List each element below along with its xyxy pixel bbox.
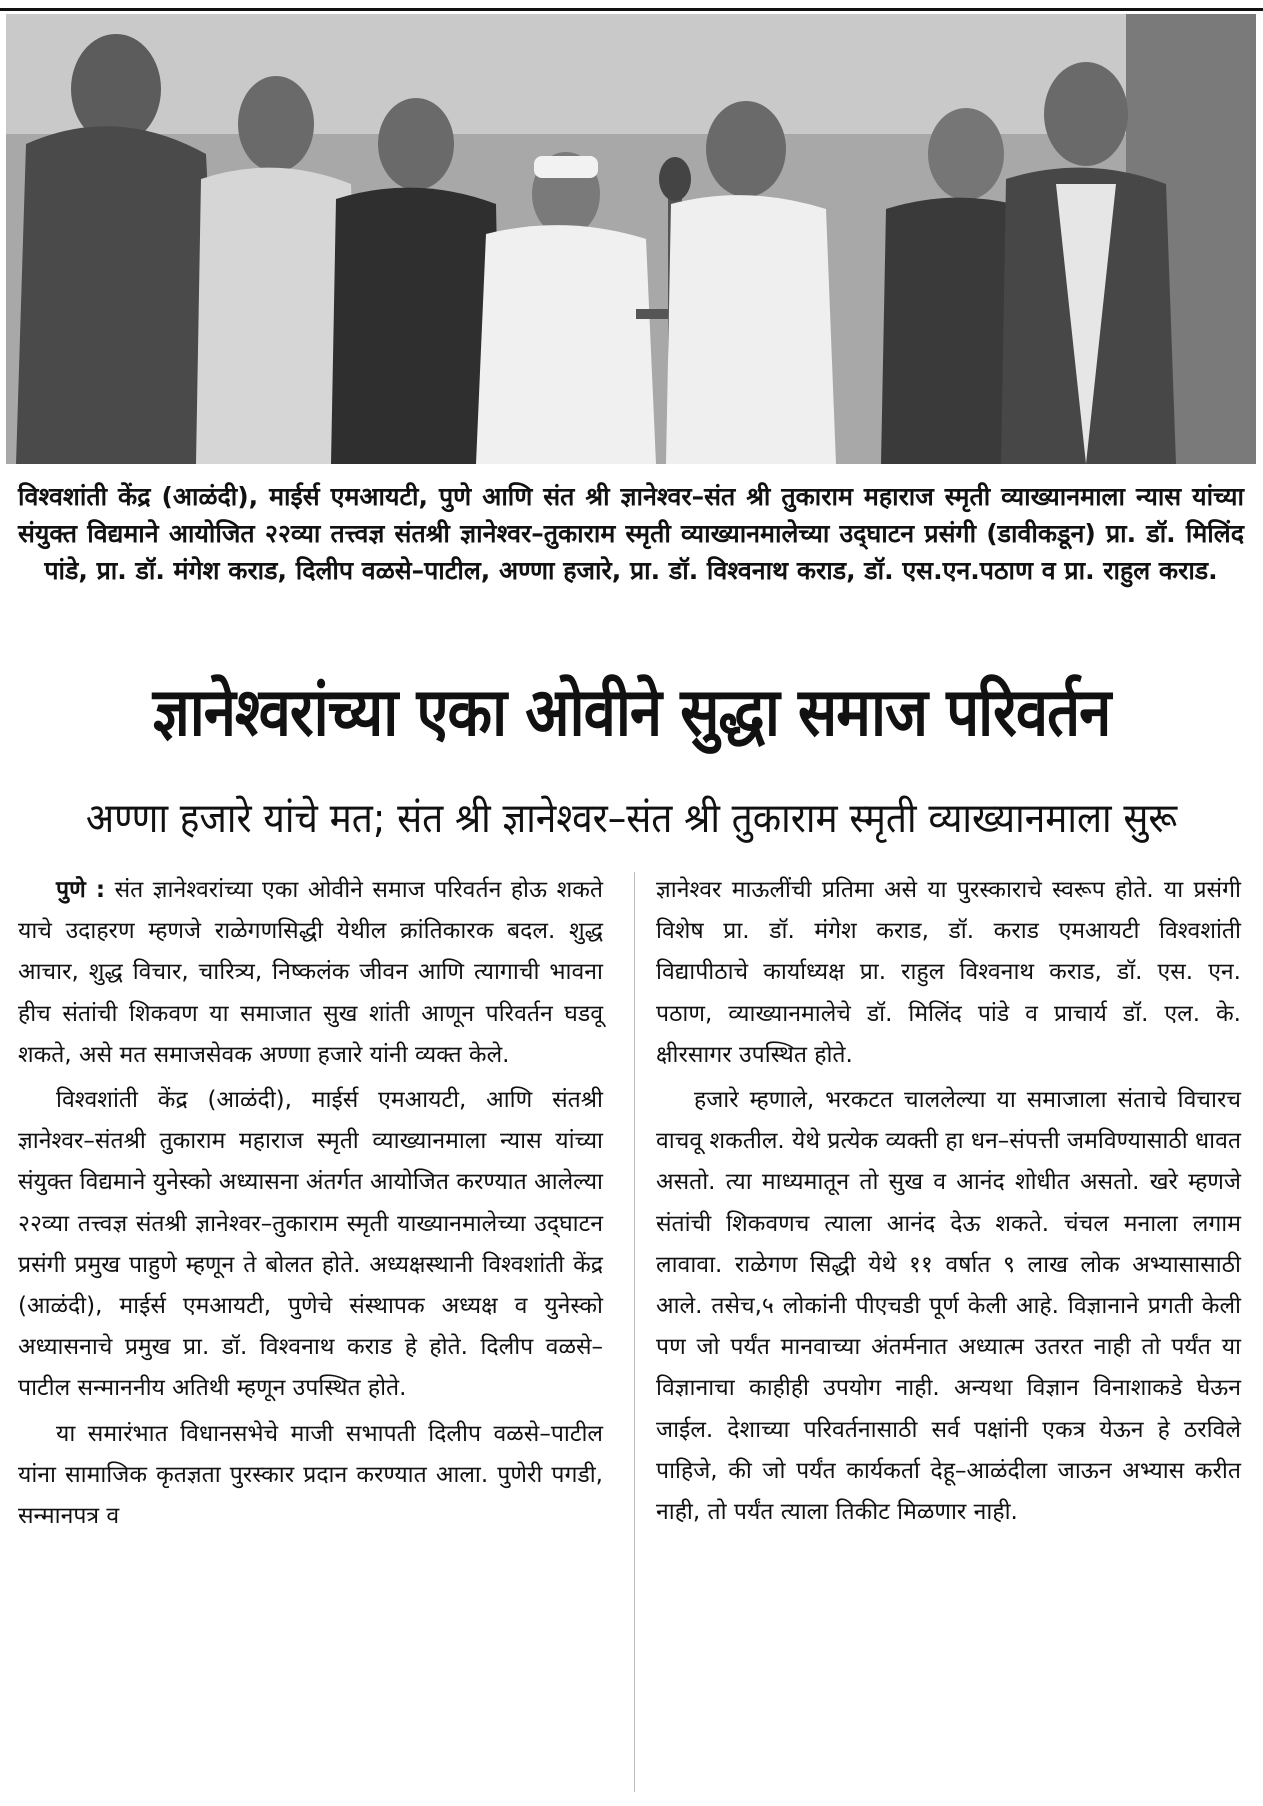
paragraph-text: संत ज्ञानेश्वरांच्या एका ओवीने समाज परिवर्तन होऊ शकते याचे उदाहरण म्हणजे राळेगणसिद्धी येथील क्रांतिकारक बदल. शुद्ध आचार, शुद्ध विचार, चारित्र्य, निष्कलंक जीवन आणि त्यागाची भावना हीच संतांची शिकवण या समाजात सुख शांती आणून परिवर्तन घडवू शकते, असे मत समाजसेवक अण्णा हजारे यांनी व्यक्त केले.	[18, 877, 603, 1068]
article-paragraph: ज्ञानेश्वर माऊलींची प्रतिमा असे या पुरस्काराचे स्वरूप होते. या प्रसंगी विशेष प्रा. डॉ. मंगेश कराड, डॉ. कराड एमआयटी विश्वशांती विद्यापीठाचे कार्याध्यक्ष प्रा. राहुल विश्वनाथ कराड, डॉ. एस. एन. पठाण, व्याख्यानमालेचे डॉ. मिलिंद पांडे व प्राचार्य डॉ. एल. के. क्षीरसागर उपस्थित होते.	[656, 877, 1241, 1068]
column-divider	[634, 872, 635, 1792]
photo-illustration	[6, 14, 1256, 464]
article-paragraph: विश्वशांती केंद्र (आळंदी), माईर्स एमआयटी, आणि संतश्री ज्ञानेश्वर–संतश्री तुकाराम महाराज स्मृती व्याख्यानमाला न्यास यांच्या संयुक्त विद्यमाने युनेस्को अध्यासना अंतर्गत आयोजित करण्यात आलेल्या २२व्या तत्त्वज्ञ संतश्री ज्ञानेश्वर–तुकाराम स्मृती याख्यानमालेच्या उद्‌घाटन प्रसंगी प्रमुख पाहुणे म्हणून ते बोलत होते. अध्यक्षस्थानी विश्वशांती केंद्र (आळंदी), माईर्स एमआयटी, पुणेचे संस्थापक अध्यक्ष व युनेस्को अध्यासनाचे प्रमुख प्रा. डॉ. विश्वनाथ कराड हे होते. दिलीप वळसे–पाटील सन्माननीय अतिथी म्हणून उपस्थित होते.	[18, 1087, 603, 1402]
article-paragraph	[18, 870, 603, 1076]
article-column-left	[18, 870, 603, 1537]
subheadline: अण्णा हजारे यांचे मत; संत श्री ज्ञानेश्वर–संत श्री तुकाराम स्मृती व्याख्यानमाला सुरू	[85, 794, 1178, 843]
news-photo	[6, 14, 1256, 464]
headline: ज्ञानेश्वरांच्या एका ओवीने सुद्धा समाज परिवर्तन	[152, 672, 1111, 752]
dateline: पुणे :	[56, 877, 106, 903]
article-paragraph: या समारंभात विधानसभेचे माजी सभापती दिलीप वळसे–पाटील यांना सामाजिक कृतज्ञता पुरस्कार प्रदान करण्यात आला. पुणेरी पगडी, सन्मानपत्र व	[18, 1420, 603, 1530]
top-rule	[0, 8, 1263, 11]
article-paragraph: हजारे म्हणाले, भरकटत चाललेल्या या समाजाला संताचे विचारच वाचवू शकतील. येथे प्रत्येक व्यक्ती हा धन–संपत्ती जमविण्यासाठी धावत असतो. त्या माध्यमातून तो सुख व आनंद शोधीत असतो. खरे म्हणजे संतांची शिकवणच त्याला आनंद देऊ शकते. चंचल मनाला लगाम लावावा. राळेगण सिद्धी येथे ११ वर्षात ९ लाख लोक अभ्यासासाठी आले. तसेच,५ लोकांनी पीएचडी पूर्ण केली आहे. विज्ञानाने प्रगती केली पण जो पर्यंत मानवाच्या अंतर्मनात अध्यात्म उतरत नाही तो पर्यंत या विज्ञानाचा काहीही उपयोग नाही. अन्यथा विज्ञान विनाशाकडे घेऊन जाईल. देशाच्या परिवर्तनासाठी सर्व पक्षांनी एकत्र येऊन हे ठरविले पाहिजे, की जो पर्यंत कार्यकर्ता देहू–आळंदीला जाऊन अभ्यास करीत नाही, तो पर्यंत त्याला तिकीट मिळणार नाही.	[656, 1087, 1241, 1526]
article-column-right	[656, 870, 1241, 1533]
photo-caption: विश्वशांती केंद्र (आळंदी), माईर्स एमआयटी, पुणे आणि संत श्री ज्ञानेश्वर–संत श्री तुकाराम महाराज स्मृती व्याख्यानमाला न्यास यांच्या संयुक्त विद्यमाने आयोजित २२व्या तत्त्वज्ञ संतश्री ज्ञानेश्वर–तुकाराम स्मृती व्याख्यानमालेच्या उद्‌घाटन प्रसंगी (डावीकडून) प्रा. डॉ. मिलिंद पांडे, प्रा. डॉ. मंगेश कराड, दिलीप वळसे–पाटील, अण्णा हजारे, प्रा. डॉ. विश्वनाथ कराड, डॉ. एस.एन.पठाण व प्रा. राहुल कराड.	[18, 482, 1244, 585]
